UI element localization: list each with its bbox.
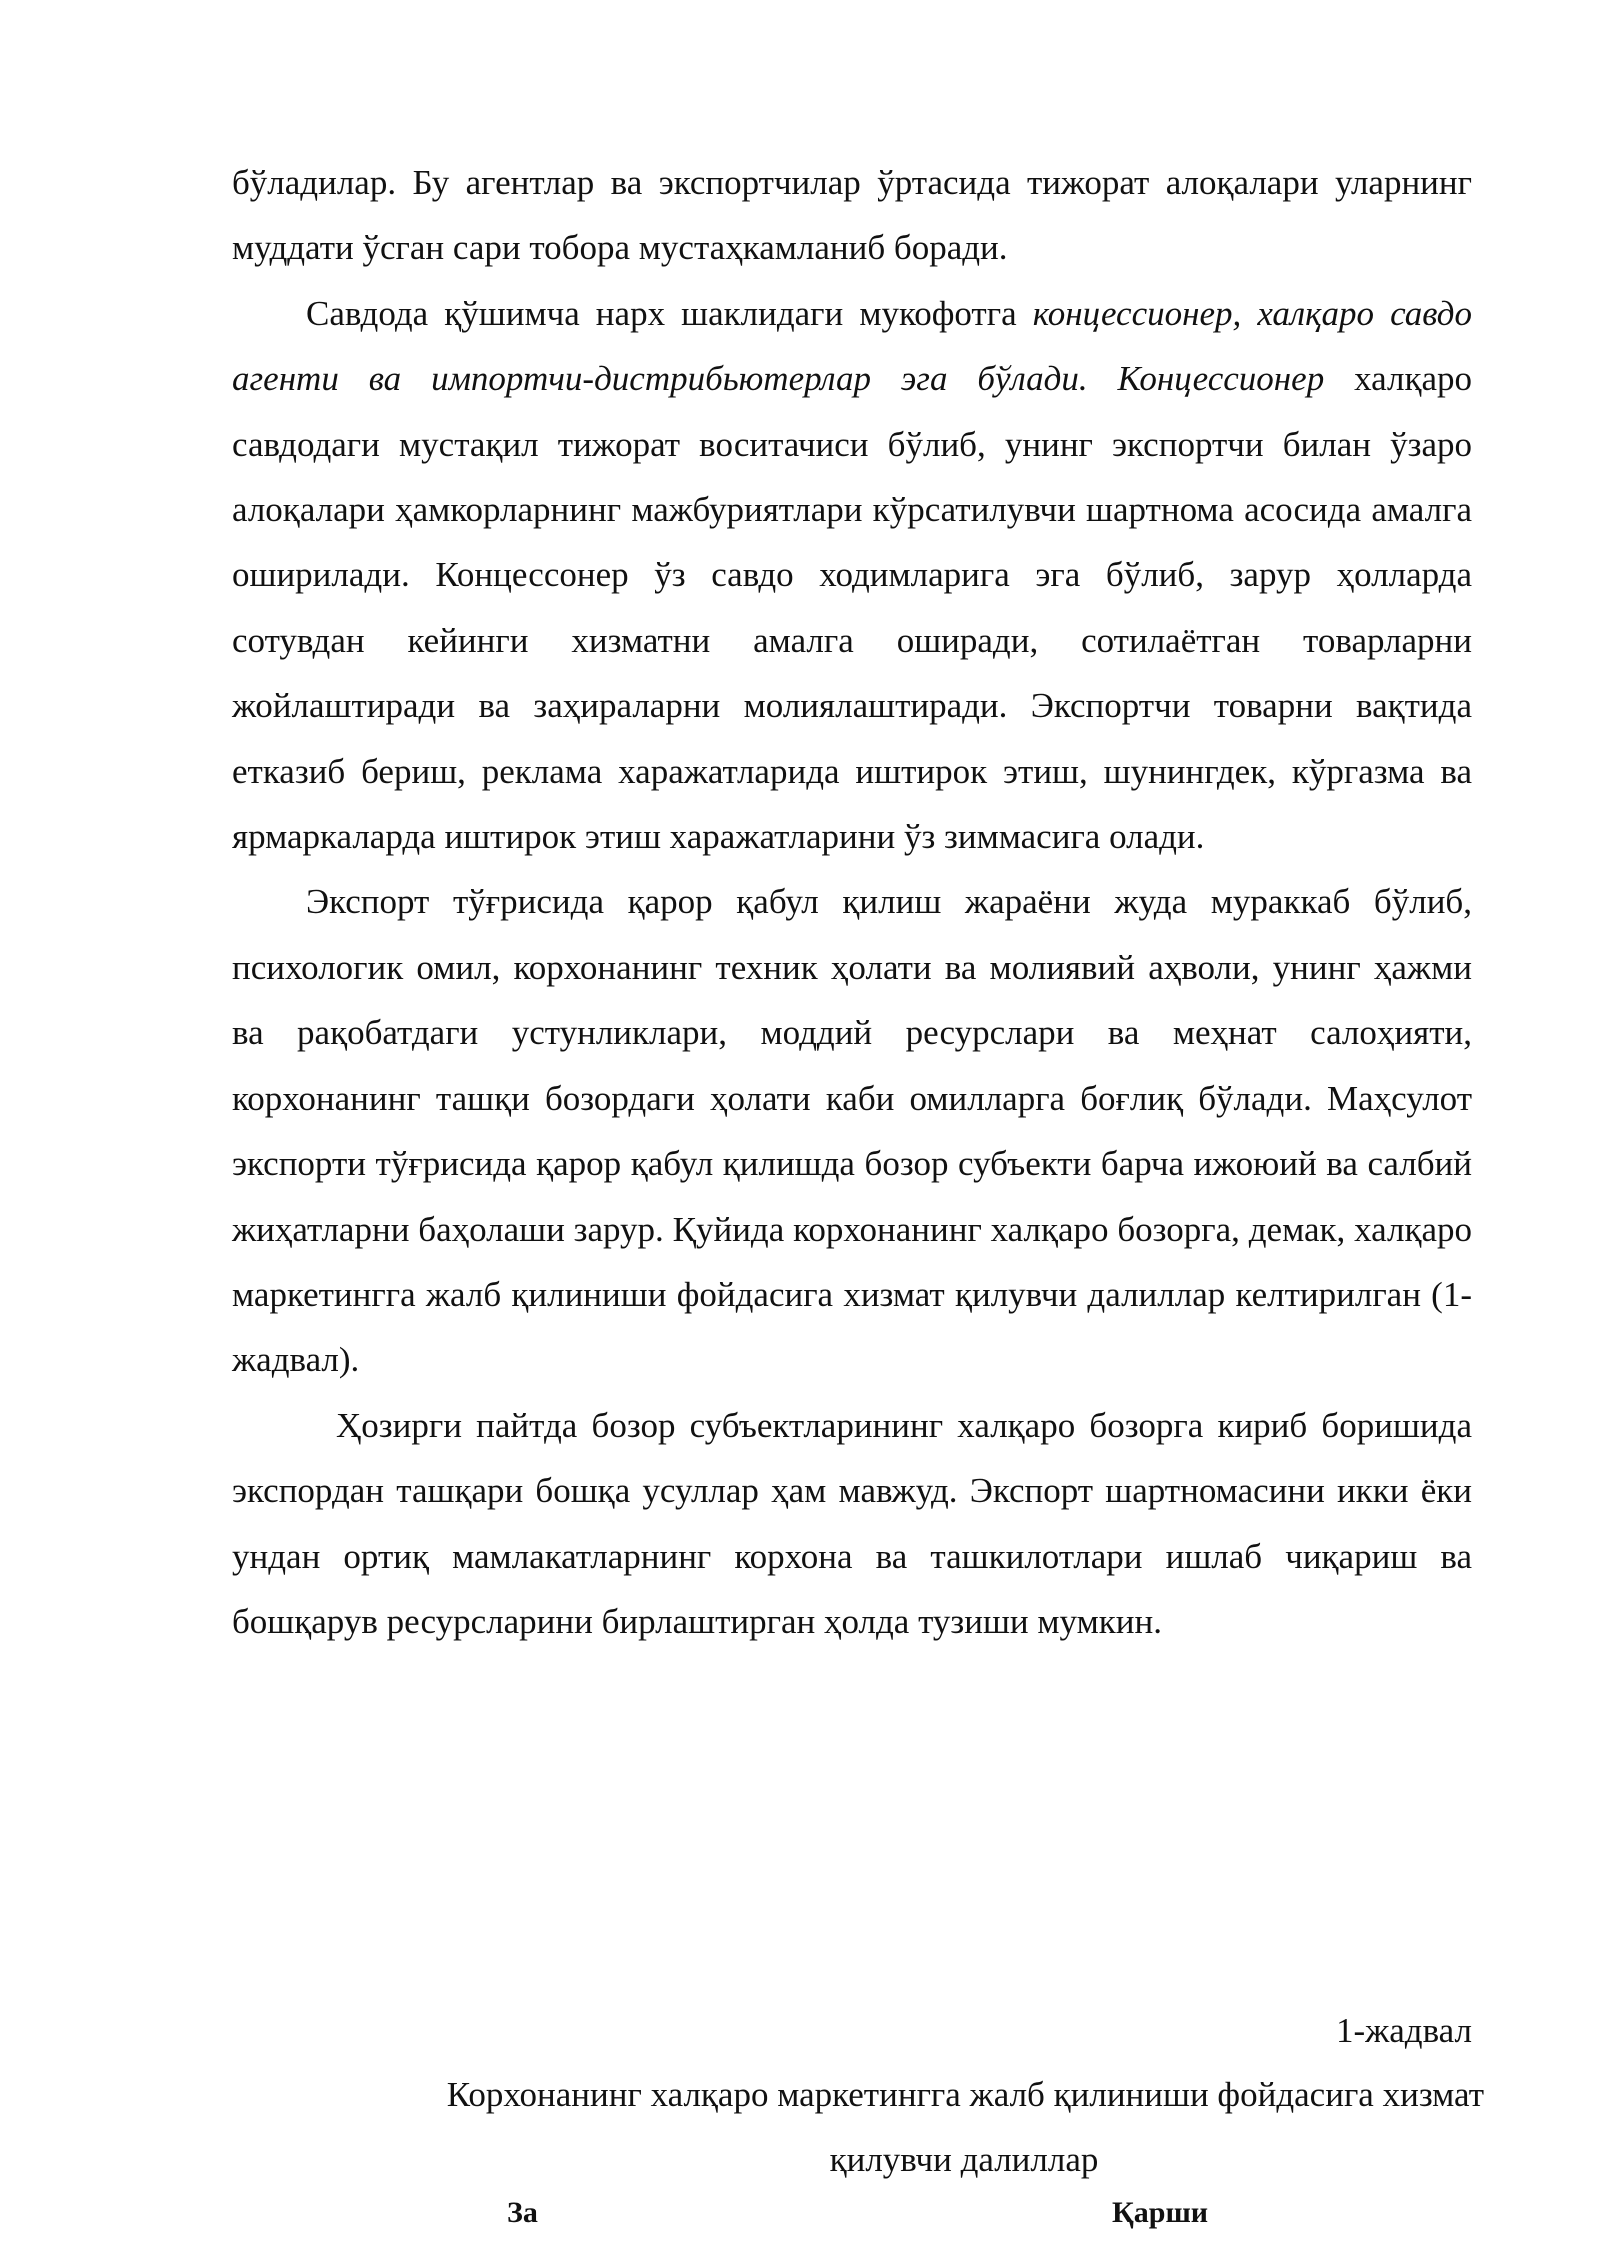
table-title [232, 2062, 1484, 2192]
table-column-against: Қарши [1112, 2196, 1209, 2229]
table-title-line-1: Корхонанинг халқаро маркетингга жалб қилиниши фойдасига хизмат [446, 2075, 1484, 2114]
paragraph-3: Экспорт тўғрисида қарор қабул қилиш жараёни жуда мураккаб бўлиб, психологик омил, корхонанинг техник ҳолати ва молиявий аҳволи, унинг ҳажми ва рақобатдаги устунликлари, моддий ресурслари ва меҳнат салоҳияти, корхонанинг ташқи бозордаги ҳолати каби омилларга боғлиқ бўлади. Маҳсулот экспорти тўғрисида қарор қабул қилишда бозор субъекти барча ижоюий ва салбий жиҳатларни баҳолаши зарур. Қуйида корхонанинг халқаро бозорга, демак, халқаро маркетингга жалб қилиниши фойдасига хизмат қилувчи далиллар келтирилган (1-жадвал). [232, 882, 1472, 1380]
document-page [232, 150, 1484, 2229]
paragraph-1: бўладилар. Бу агентлар ва экспортчилар ўртасида тижорат алоқалари уларнинг муддати ўсган сари тобора мустаҳкамланиб боради. [232, 163, 1472, 268]
paragraph-2-end: халқаро савдодаги мустақил тижорат воситачиси бўлиб, унинг экспортчи билан ўзаро алоқалари ҳамкорларнинг мажбуриятлари кўрсатилувчи шартнома асосида амалга оширилади. Концессонер ўз савдо ходимларига эга бўлиб, зарур ҳолларда сотувдан кейинги хизматни амалга оширади, сотилаётган товарларни жойлаштиради ва заҳираларни молиялаштиради. Экспортчи товарни вақтида етказиб бериш, реклама харажатларида иштирок этиш, шунингдек, кўргазма ва ярмаркаларда иштирок этиш харажатларини ўз зиммасига олади. [232, 359, 1473, 857]
paragraph-2-start: Савдода қўшимча нарх шаклидаги мукофотга [306, 293, 1033, 333]
paragraph-2 [232, 281, 1472, 870]
paragraph-4: Ҳозирги пайтда бозор субъектларининг халқаро бозорга кириб боришида экспордан ташқари бошқа усуллар ҳам мавжуд. Экспорт шартномасини икки ёки ундан ортиқ мамлакатларнинг корхона ва ташкилотлари ишлаб чиқариш ва бошқарув ресурсларини бирлаштирган ҳолда тузиши мумкин. [232, 1405, 1472, 1641]
table-number: 1-жадвал [1335, 2011, 1472, 2050]
table-title-line-2: қилувчи далиллар [829, 2140, 1099, 2179]
paragraph-2-italic: концессионер, халқаро савдо агенти ва импортчи-дистрибьютерлар эга бўлади. Концессионер [232, 293, 1472, 399]
table-column-for: За [507, 2196, 538, 2229]
